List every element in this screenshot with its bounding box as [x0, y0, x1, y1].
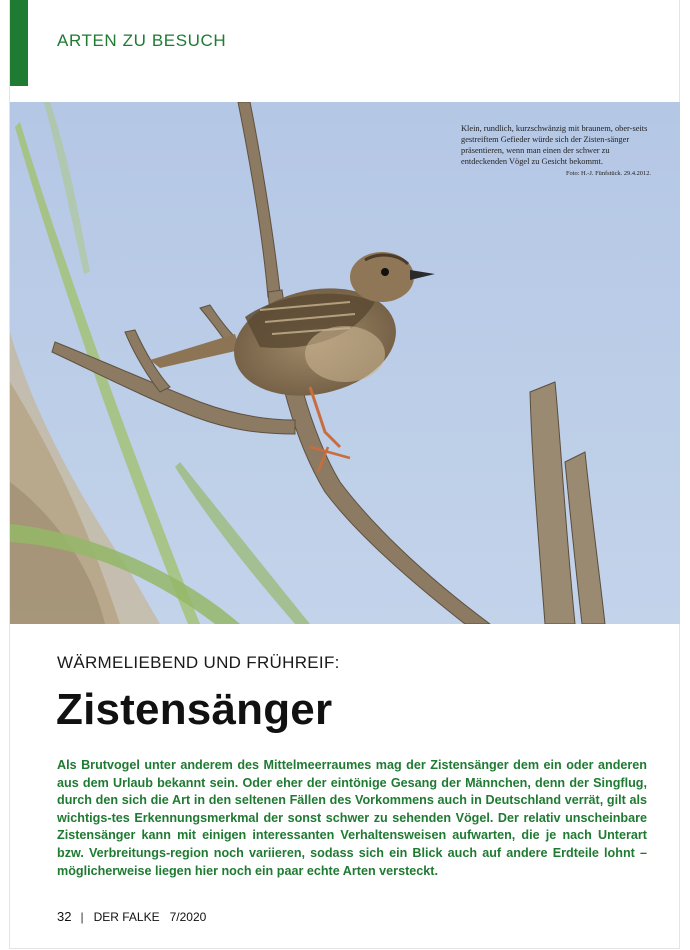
kicker: WÄRMELIEBEND UND FRÜHREIF:	[57, 653, 340, 672]
page-footer	[57, 909, 206, 924]
issue-number: 7/2020	[169, 909, 207, 924]
bird-photo	[10, 102, 680, 624]
photo-credit: Foto: H.-J. Fünfstück. 29.4.2012.	[565, 170, 651, 177]
magazine-name: DER FALKE	[93, 909, 160, 924]
photo-caption	[461, 123, 651, 179]
section-label: ARTEN ZU BESUCH	[57, 31, 227, 50]
page-number: 32	[57, 909, 72, 924]
caption-text: Klein, rundlich, kurzschwänzig mit braunem, ober-seits gestreiftem Gefieder würde sich der Zisten-sänger präsentieren, wenn man einen der schwer zu entdeckenden Vögel zu Gesicht bekommt.	[461, 124, 648, 166]
lead-paragraph: Als Brutvogel unter anderem des Mittelmeerraumes mag der Zistensänger dem ein oder anderen aus dem Urlaub bekannt sein. Oder eher der eintönige Gesang der Männchen, denn der Singflug, durch den sich die Art in den seltenen Fällen des Vorkommens auch in Deutschland verrät, gilt als wichtigs-tes Erkennungsmerkmal der sonst schwer zu sehenden Vögel. Der relativ unscheinbare Zistensänger kann mit einigen interessanten Verhaltensweisen aufwarten, die je nach Unterart bzw. Verbreitungs-region noch variieren, sodass sich ein Blick auch auf andere Erdteile lohnt – möglicherweise liegen hier noch ein paar echte Arten versteckt.	[57, 758, 647, 878]
section-color-tab	[10, 0, 28, 86]
footer-separator: |	[80, 909, 84, 924]
headline: Zistensänger	[56, 685, 333, 734]
